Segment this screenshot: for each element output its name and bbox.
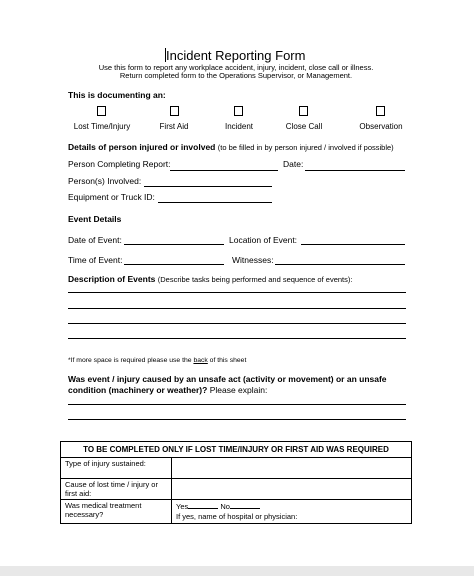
checkbox-first-aid[interactable]	[170, 106, 179, 116]
date-label: Date:	[283, 159, 304, 169]
event-location-label: Location of Event:	[229, 235, 298, 245]
event-location-field[interactable]	[301, 244, 405, 245]
description-line-2[interactable]	[68, 308, 406, 309]
description-line-4[interactable]	[68, 338, 406, 339]
event-heading: Event Details	[68, 214, 122, 224]
description-note: (Describe tasks being performed and sequence of events):	[157, 275, 353, 284]
cause-field[interactable]	[172, 479, 412, 500]
checkbox-close-call[interactable]	[299, 106, 308, 116]
details-heading-row	[68, 142, 394, 152]
event-date-field[interactable]	[124, 244, 224, 245]
cause-label-cell	[61, 479, 172, 500]
unsafe-question-2-row	[68, 385, 267, 395]
type-of-injury-field[interactable]	[172, 458, 412, 479]
form-subtitle-1: Use this form to report any workplace accident, injury, incident, close call or illness.	[98, 63, 374, 72]
medical-label-1: Was medical treatment	[65, 501, 142, 510]
documenting-heading: This is documenting an:	[68, 90, 166, 100]
yes-field[interactable]	[188, 501, 218, 509]
witnesses-label: Witnesses:	[232, 255, 274, 265]
table-header: TO BE COMPLETED ONLY IF LOST TIME/INJURY OR FIRST AID WAS REQUIRED	[61, 442, 412, 458]
option-label-first-aid: First Aid	[159, 122, 189, 131]
description-heading-row	[68, 274, 352, 284]
details-heading: Details of person injured or involved	[68, 142, 216, 152]
unsafe-question-1: Was event / injury caused by an unsafe act (activity or movement) or an unsafe	[68, 374, 387, 384]
cause-label-2: first aid:	[65, 489, 92, 498]
medical-label-cell	[61, 500, 172, 524]
unsafe-line-2[interactable]	[68, 419, 406, 420]
witnesses-field[interactable]	[275, 264, 405, 265]
checkbox-lost-time[interactable]	[97, 106, 106, 116]
option-label-close-call: Close Call	[285, 122, 323, 131]
option-label-incident: Incident	[224, 122, 254, 131]
person-completing-label: Person Completing Report:	[68, 159, 171, 169]
back-link[interactable]: back	[193, 357, 208, 364]
form-subtitle-2: Return completed form to the Operations Supervisor, or Management.	[119, 71, 353, 80]
more-space-prefix: *If more space is required please use the	[68, 357, 194, 364]
option-label-observation: Observation	[359, 122, 403, 131]
more-space-suffix: of this sheet	[207, 357, 247, 364]
unsafe-question-2: condition (machinery or weather)?	[68, 385, 208, 395]
medical-answer-cell	[172, 500, 412, 524]
checkbox-observation[interactable]	[376, 106, 385, 116]
unsafe-line-1[interactable]	[68, 404, 406, 405]
date-field[interactable]	[305, 170, 405, 171]
page-bottom-bar	[0, 566, 474, 576]
event-time-label: Time of Event:	[68, 255, 123, 265]
equipment-label: Equipment or Truck ID:	[68, 192, 155, 202]
persons-involved-field[interactable]	[144, 186, 272, 187]
description-line-3[interactable]	[68, 323, 406, 324]
yes-label: Yes	[176, 502, 189, 511]
person-completing-field[interactable]	[170, 170, 278, 171]
description-heading: Description of Events	[68, 274, 156, 284]
medical-label-2: necessary?	[65, 510, 104, 519]
more-space-note	[68, 357, 246, 364]
description-line-1[interactable]	[68, 292, 406, 293]
checkbox-incident[interactable]	[234, 106, 243, 116]
cause-label-1: Cause of lost time / injury or	[65, 480, 158, 489]
no-field[interactable]	[230, 501, 260, 509]
option-label-lost-time: Lost Time/Injury	[73, 122, 131, 131]
hospital-label: If yes, name of hospital or physician:	[176, 512, 298, 521]
persons-involved-label: Person(s) Involved:	[68, 176, 142, 186]
no-label: No	[220, 502, 230, 511]
event-time-field[interactable]	[124, 264, 224, 265]
yes-no-row	[176, 501, 407, 512]
please-explain: Please explain:	[207, 385, 268, 395]
equipment-field[interactable]	[158, 202, 272, 203]
type-of-injury-label: Type of injury sustained:	[61, 458, 172, 479]
details-note: (to be filled in by person injured / involved if possible)	[217, 143, 394, 152]
text-cursor	[165, 48, 166, 62]
lost-time-table	[60, 441, 412, 524]
form-title: Incident Reporting Form	[166, 48, 306, 63]
event-date-label: Date of Event:	[68, 235, 122, 245]
